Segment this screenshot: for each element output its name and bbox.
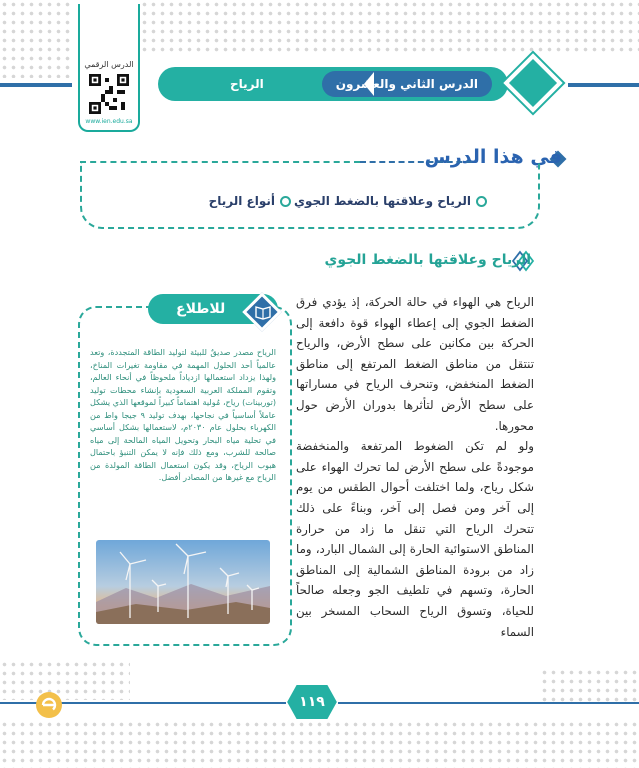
qr-code-icon[interactable]	[89, 74, 129, 114]
header-diamond-icon	[503, 53, 562, 112]
header-line-right	[568, 83, 639, 87]
publisher-logo-icon	[34, 690, 64, 720]
in-lesson-title: في هذا الدرس	[424, 146, 562, 168]
page-number: ١١٩	[299, 694, 325, 710]
dots-pattern-top	[140, 0, 639, 56]
wind-turbines-image	[96, 540, 270, 624]
lesson-number: الدرس الثاني والعشرون	[322, 71, 492, 97]
digital-lesson-label: الدرس الرقمي	[84, 60, 134, 69]
book-icon	[253, 302, 273, 322]
in-lesson-item: أنواع الرياح	[209, 194, 291, 208]
bullet-ring-icon	[280, 196, 291, 207]
digital-lesson-url[interactable]: www.ien.edu.sa	[85, 118, 133, 125]
body-paragraph: الرياح هي الهواء في حالة الحركة، إذ يؤدي فرق الضغط الجوي إلى إعطاء الهواء قوة دافعة إلى الحركة بين مكانين على سطح الأرض، والرياح تنتقل من مناطق الضغط المرتفع إلى مناطق الضغط المنخفض، وتنحرف الرياح في مساراتها على سطح الأرض لتأثرها بدوران الأرض حول محورها.	[296, 295, 534, 433]
body-paragraph: ولو لم تكن الضغوط المرتفعة والمنخفضة موجودةً على سطح الأرض لما تحرك الهواء على شكل رياح، ولما اختلفت أحوال الطقس من يوم إلى آخر ومن فصل إلى آخر، وبناءً على ذلك تتحرك الرياح التي تنقل ما زاد من حرارة المناطق الاستوائية الحارة إلى الشمال البارد، وما زاد من برودة المناطق الشمالية إلى المناطق الحارة، وتسهم في تلطيف الجو وجعله صالحاً للحياة، وتسوق الرياح السحاب المسخر بين السماء	[296, 439, 534, 639]
dots-pattern-bottom	[0, 720, 639, 768]
section-title: الرياح وعلاقتها بالضغط الجوي	[324, 252, 531, 268]
header-line-left	[0, 83, 72, 87]
bullet-ring-icon	[476, 196, 487, 207]
dots-pattern-bottom-left	[0, 660, 130, 700]
body-text	[296, 292, 534, 642]
dots-pattern-bottom-right	[540, 668, 639, 702]
digital-lesson-tab[interactable]	[78, 4, 140, 132]
lesson-topic: الرياح	[230, 77, 264, 91]
info-box-text: الرياح مصدر صديقٌ للبيئة لتوليد الطاقة المتجددة، وتعد عالمياً أحد الحلول المهمة في مقاومة تغيرات المناخ، ولهذا يزداد استعمالها ازدياداً ملحوظاً في أنحاء العالم، وتقوم المملكة العربية السعودية بإنشاء محطات توليد (توربينات) رياح، مُولية اهتماماً كبيراً لموقعها الذي يشكل عاملاً أساسياً في نجاحها، بهدف توليد ٩ جيجا واط من الكهرباء بحلول عام ٢٠٣٠م، لاستعمالها بشكل أساسي في تحلية مياه البحار وتحويل المياه المالحة إلى مياه صالحة للشرب، ومع ذلك فإنه لا يمكن التنبؤ باحتمال هبوب الرياح، وقد يكون استعمال الطاقة المولدة من الرياح مع غيرها من المصادر أفضل.	[90, 347, 276, 482]
lesson-header-bar	[158, 67, 508, 101]
header-arrow-icon	[364, 72, 374, 96]
in-lesson-item: الرياح وعلاقتها بالضغط الجوي	[294, 194, 487, 208]
dots-pattern-left	[0, 0, 74, 78]
info-box-title: للاطلاع	[176, 301, 226, 317]
